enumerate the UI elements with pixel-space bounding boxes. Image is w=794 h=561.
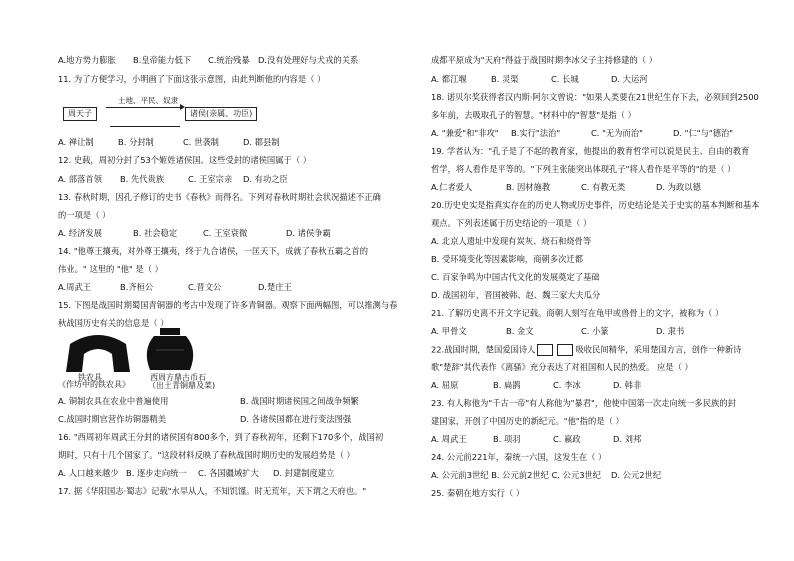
option-b: B.实行"法治" <box>511 128 561 138</box>
option-c: C.战国时期官营作坊铜器精美 <box>58 414 166 424</box>
question-22-cont: 歌"楚辞"其代表作《离骚》充分表达了对祖国和人民的热爱。 应是（ ） <box>431 362 693 372</box>
question-14-cont: 伟业。" 这里的 "他" 是（ ） <box>58 264 163 274</box>
option-c: C. 有教无类 <box>581 182 626 192</box>
question-20-cont: 观点。下列表述属于历史结论的一项是（ ） <box>431 218 592 228</box>
option-c: C. 小篆 <box>581 326 609 336</box>
option-b: B. 因材施教 <box>506 182 551 192</box>
question-17-cont: 成都平原成为"天府"得益于战国时期李冰父子主持修建的（ ） <box>431 55 657 65</box>
option-d: D. 公元2世纪 <box>611 470 662 480</box>
question-15-cont: 秋战国历史有关的信息是（ ） <box>58 318 169 328</box>
option-b: B. 灵渠 <box>491 74 519 84</box>
option-c: C. 嬴政 <box>553 434 581 444</box>
question-15: 15. 下图是战国时期蜀国青铜器的考古中发现了许多青铜器。观察下面两幅图，可以推测与春 <box>58 300 398 310</box>
option-d: D. 隶书 <box>656 326 685 336</box>
relic-caption-2: 《作坊中的铁农具》 <box>58 380 130 389</box>
option-b: B. 受环境变化等因素影响，商朝多次迁都 <box>431 254 584 264</box>
option-c: C. 王室宗亲 <box>188 174 233 184</box>
question-11: 11. 为了方便学习，小明画了下面这张示意图，由此判断他的内容是（ ） <box>58 74 326 84</box>
question-20: 20.历史史实是指真实存在的历史人物或历史事件，历史结论是关于史实的基本判断和基本 <box>431 200 760 210</box>
relic-caption-4: （出土青铜鼎及菜) <box>148 381 216 390</box>
diagram-arrow-back <box>110 126 180 127</box>
option-a: A. 甲骨文 <box>431 326 467 336</box>
option-b: B. 逐步走向统一 <box>126 468 187 478</box>
diagram-top-label: 土地、平民、奴隶 <box>118 96 178 105</box>
question-14: 14. "他尊王攘夷，对外尊王攘夷，终于九合诸侯，一匡天下，成就了春秋五霸之首的 <box>58 246 369 256</box>
option-b: B. 扁鹊 <box>493 380 521 390</box>
option-b: B. 分封制 <box>118 137 154 147</box>
blank-box <box>537 344 553 356</box>
option-a: A. 部落首领 <box>58 174 102 184</box>
option-d: D. 刘邦 <box>613 434 642 444</box>
question-22-post: 吸收民间精华，采用楚国方言，创作一种新诗 <box>575 344 742 355</box>
option-c: C. 各国疆域扩大 <box>198 468 259 478</box>
option-a: A. 都江堰 <box>431 74 467 84</box>
question-25: 25. 秦朝在地方实行（ ） <box>431 488 525 498</box>
iron-tool-image <box>62 330 134 375</box>
option-abc: A. 公元前3世纪 B. 公元前2世纪 C. 公元3世纪 <box>431 470 602 480</box>
option-d: D. 为政以德 <box>656 182 701 192</box>
option-b: B. 战国时期诸侯国之间战争频繁 <box>240 396 359 406</box>
option-d: D. 韩非 <box>613 380 642 390</box>
question-23-cont: 建国家，开创了中国历史的新纪元。"他"指的是（ ） <box>431 416 624 426</box>
option-b: B. 项羽 <box>493 434 521 444</box>
option-b: B.皇帝能力低下 <box>133 55 192 65</box>
diagram-right-box: 诸侯(亲属、功臣) <box>185 107 257 121</box>
question-17: 17. 据《华阳国志·蜀志》记载"水旱从人，不知饥馑。时无荒年，天下谓之天府也。" <box>58 486 367 496</box>
option-d: D.楚庄王 <box>258 282 292 292</box>
relic-caption-3: 西周方鼎古币石 <box>150 373 206 382</box>
option-c: C. 长城 <box>551 74 579 84</box>
option-c: C. "无为而治" <box>591 128 643 138</box>
option-d: D. 战国初年，晋国被韩、赵、魏三家大夫瓜分 <box>431 290 601 300</box>
option-c: C.晋文公 <box>188 282 222 292</box>
option-a: A.周武王 <box>58 282 92 292</box>
option-b: B. 金文 <box>506 326 534 336</box>
option-d: D. 大运河 <box>611 74 648 84</box>
question-13: 13. 春秋时期，因孔子修订的史书《春秋》而得名。下列对春秋时期社会状况描述不正确 <box>58 192 381 202</box>
option-a: A.仁者爱人 <box>431 182 473 192</box>
option-a: A. 屈原 <box>431 380 459 390</box>
blank-box <box>557 344 573 356</box>
option-a: A. 铜制农具在农业中普遍使用 <box>58 396 169 406</box>
question-22-pre: 22.战国时期，楚国爱国诗人 <box>431 344 536 355</box>
option-d: D. 各诸侯国都在进行变法图强 <box>240 414 352 424</box>
relic-caption-1: 铁农具 <box>78 373 102 382</box>
option-a: A. 北京人遗址中发现有炭灰、烧石和烧骨等 <box>431 236 592 246</box>
option-a: A. "兼爱"和"非攻" <box>431 128 499 138</box>
diagram-arrow-right <box>106 107 182 108</box>
question-24: 24. 公元前221年，秦统一六国，这发生在（ ） <box>431 452 607 462</box>
option-c: C. 百家争鸣为中国古代文化的发展奠定了基础 <box>431 272 600 282</box>
question-18-cont: 多年前，去吸取孔子的智慧。"材料中的"智慧"是指（ ） <box>431 110 636 120</box>
option-b: B. 先代贵族 <box>120 174 165 184</box>
question-21: 21. 了解历史离不开文字记载。商朝人刻写在龟甲或兽骨上的文字，被称为（ ） <box>431 308 724 318</box>
question-16: 16. "西周初年周武王分封的诸侯国有800多个，到了春秋初年，还剩下170多个，战国初 <box>58 432 384 442</box>
option-d: D. "仁"与"德治" <box>673 128 734 138</box>
option-d: D. 封建制度建立 <box>273 468 335 478</box>
option-a: A. 经济发展 <box>58 228 102 238</box>
option-c: C. 李冰 <box>553 380 581 390</box>
question-19-cont: 哲学，将人看作是平等的。"下列主张能突出体现孔子"将人看作是平等的"的是（ ） <box>431 164 736 174</box>
option-c: C.统治残暴 <box>208 55 250 65</box>
question-19: 19. 学者认为："孔子是了不起的教育家，他提出的教育哲学可以说是民主、自由的教育 <box>431 146 750 156</box>
question-16-cont: 期时，只有十几个国家了。"这段材料反映了春秋战国时期历史的发展趋势是（ ） <box>58 450 355 460</box>
option-d: D. 有功之臣 <box>243 174 288 184</box>
option-d: D. 郡县制 <box>243 137 280 147</box>
diagram-left-box: 周天子 <box>63 107 97 121</box>
option-c: C. 世袭制 <box>183 137 219 147</box>
option-a: A. 周武王 <box>431 434 467 444</box>
bronze-vessel-image <box>140 326 200 378</box>
question-22 <box>431 344 741 356</box>
option-d: D.没有处理好与犬戎的关系 <box>258 55 359 65</box>
option-c: C. 王室衰微 <box>203 228 248 238</box>
option-b: B.齐桓公 <box>120 282 154 292</box>
question-18: 18. 诺贝尔奖获得者汉内斯·阿尔文曾说："如果人类要在21世纪生存下去，必须回到2500 <box>431 92 759 102</box>
option-b: B. 社会稳定 <box>133 228 178 238</box>
option-a: A.地方势力膨胀 <box>58 55 116 65</box>
option-a: A. 人口越来越少 <box>58 468 119 478</box>
question-23: 23. 有人称他为"千古一帝"有人称他为"暴君"，他使中国第一次走向统一多民族的封 <box>431 398 736 408</box>
question-13-cont: 的一项是（ ） <box>58 210 111 220</box>
option-a: A. 禅让制 <box>58 137 94 147</box>
question-12: 12. 史载，周初分封了53个姬姓诸侯国。这些受封的诸侯国属于（ ） <box>58 155 312 165</box>
option-d: D. 诸侯争霸 <box>286 228 331 238</box>
